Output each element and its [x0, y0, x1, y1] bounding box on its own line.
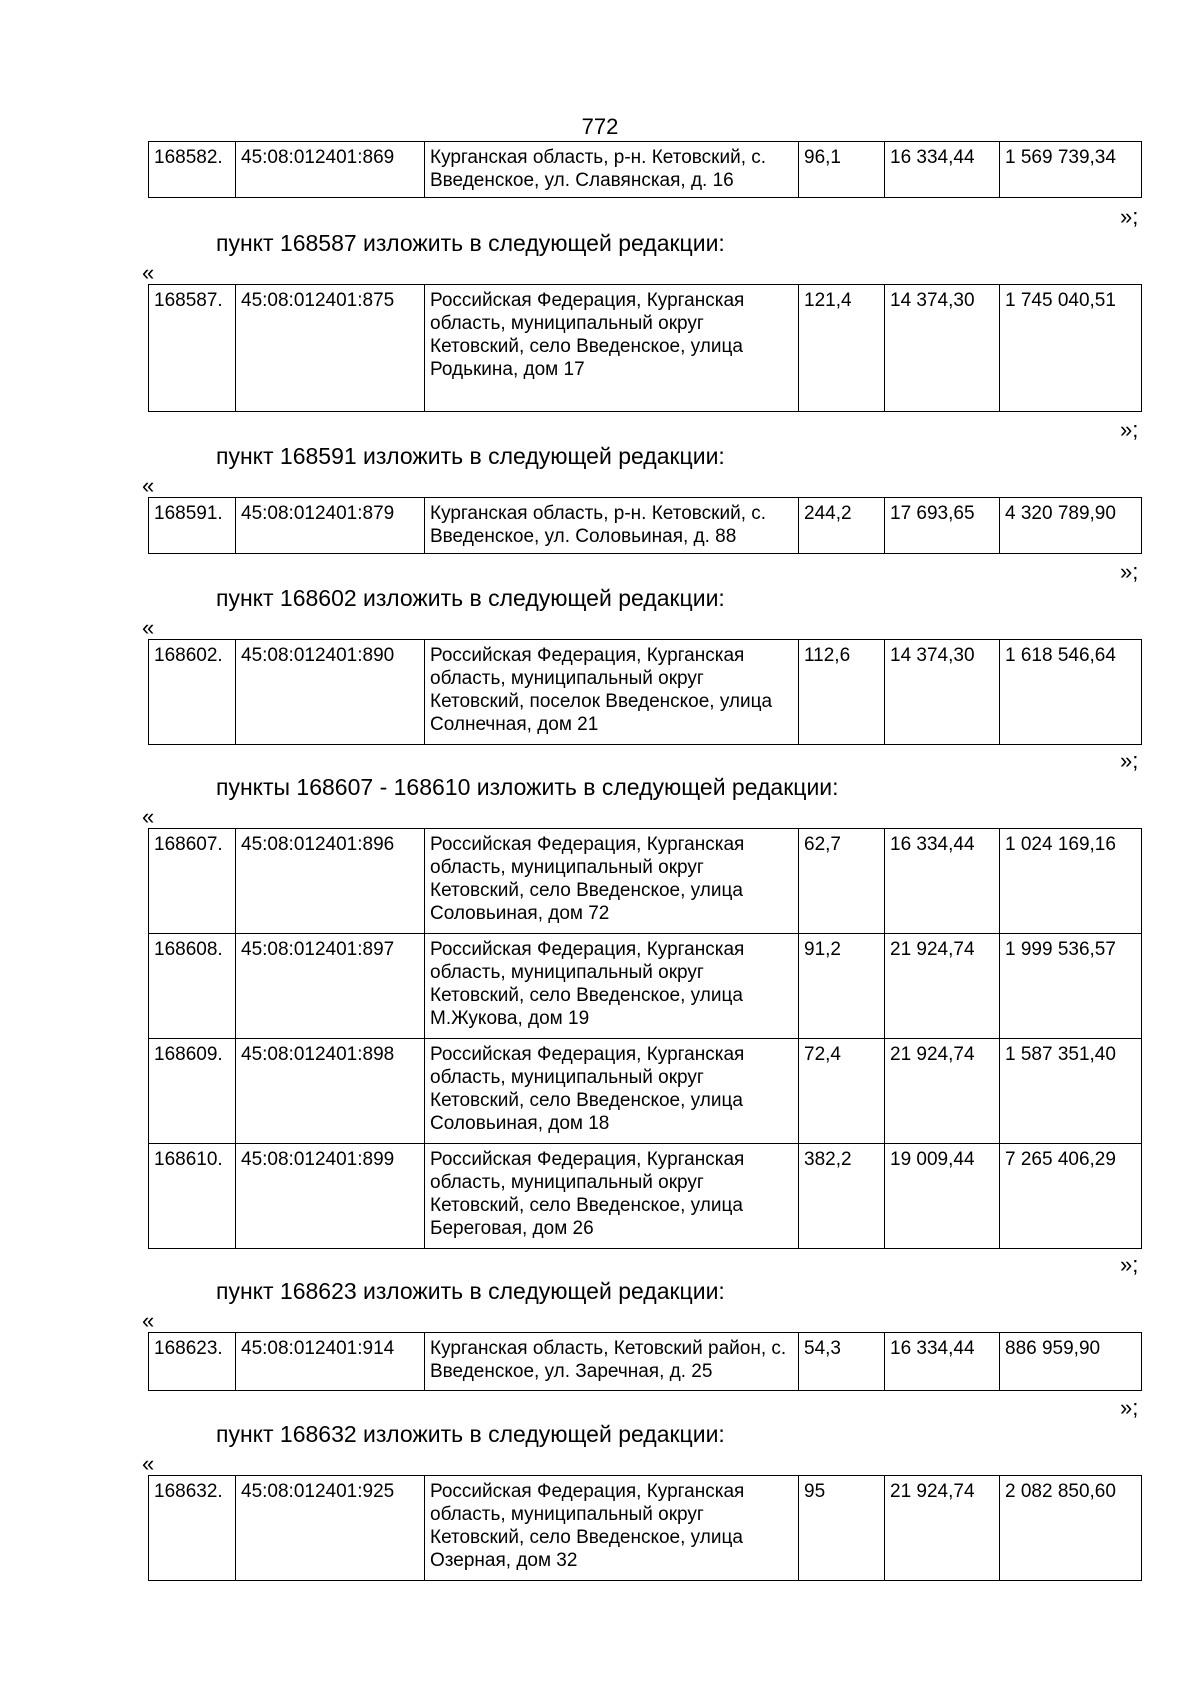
registry-table	[148, 1332, 1142, 1391]
rate: 16 334,44	[885, 142, 1000, 198]
row-number: 168610.	[149, 1144, 236, 1249]
total: 1 745 040,51	[1000, 285, 1142, 412]
cadastral-number: 45:08:012401:869	[236, 142, 425, 198]
rate: 21 924,74	[885, 934, 1000, 1039]
area: 244,2	[799, 498, 885, 554]
area: 382,2	[799, 1144, 885, 1249]
opening-quote: «	[142, 804, 155, 829]
area: 72,4	[799, 1039, 885, 1144]
rate: 21 924,74	[885, 1476, 1000, 1581]
registry-table	[148, 639, 1142, 745]
cadastral-number: 45:08:012401:897	[236, 934, 425, 1039]
total: 2 082 850,60	[1000, 1476, 1142, 1581]
row-number: 168632.	[149, 1476, 236, 1581]
area: 54,3	[799, 1333, 885, 1391]
total: 886 959,90	[1000, 1333, 1142, 1391]
area: 62,7	[799, 829, 885, 934]
row-number: 168608.	[149, 934, 236, 1039]
row-number: 168623.	[149, 1333, 236, 1391]
registry-table	[148, 141, 1142, 198]
address: Российская Федерация, Курганская область, муниципальный округ Кетовский, село Введенское, улица Соловьиная, дом 72	[425, 829, 799, 934]
area: 96,1	[799, 142, 885, 198]
total: 1 999 536,57	[1000, 934, 1142, 1039]
total: 4 320 789,90	[1000, 498, 1142, 554]
closing-quote: »;	[1120, 559, 1139, 584]
section-heading: пункт 168602 изложить в следующей редакции:	[216, 585, 725, 611]
section-heading: пункт 168632 изложить в следующей редакции:	[216, 1421, 725, 1447]
address: Российская Федерация, Курганская область, муниципальный округ Кетовский, село Введенское, улица Береговая, дом 26	[425, 1144, 799, 1249]
area: 95	[799, 1476, 885, 1581]
address: Российская Федерация, Курганская область, муниципальный округ Кетовский, село Введенское, улица М.Жукова, дом 19	[425, 934, 799, 1039]
address: Курганская область, р-н. Кетовский, с. Введенское, ул. Славянская, д. 16	[425, 142, 799, 198]
address: Российская Федерация, Курганская область, муниципальный округ Кетовский, село Введенское, улица Соловьиная, дом 18	[425, 1039, 799, 1144]
table-row	[149, 1333, 1142, 1391]
section-heading: пункт 168591 изложить в следующей редакции:	[216, 443, 725, 469]
cadastral-number: 45:08:012401:890	[236, 640, 425, 745]
opening-quote: «	[142, 1451, 155, 1476]
closing-quote: »;	[1120, 417, 1139, 442]
closing-quote: »;	[1120, 1395, 1139, 1420]
table-row	[149, 640, 1142, 745]
table-row	[149, 1476, 1142, 1581]
area: 112,6	[799, 640, 885, 745]
row-number: 168587.	[149, 285, 236, 412]
table-row	[149, 142, 1142, 198]
opening-quote: «	[142, 473, 155, 498]
closing-quote: »;	[1120, 204, 1139, 229]
row-number: 168591.	[149, 498, 236, 554]
total: 1 587 351,40	[1000, 1039, 1142, 1144]
registry-table	[148, 497, 1142, 554]
section-heading: пункт 168587 изложить в следующей редакции:	[216, 230, 725, 256]
rate: 14 374,30	[885, 640, 1000, 745]
address: Российская Федерация, Курганская область, муниципальный округ Кетовский, село Введенское, улица Родькина, дом 17	[425, 285, 799, 412]
table-row	[149, 934, 1142, 1039]
closing-quote: »;	[1120, 748, 1139, 773]
total: 1 618 546,64	[1000, 640, 1142, 745]
table-row	[149, 1144, 1142, 1249]
registry-table	[148, 828, 1142, 1249]
cadastral-number: 45:08:012401:899	[236, 1144, 425, 1249]
row-number: 168602.	[149, 640, 236, 745]
row-number: 168582.	[149, 142, 236, 198]
rate: 14 374,30	[885, 285, 1000, 412]
rate: 17 693,65	[885, 498, 1000, 554]
total: 7 265 406,29	[1000, 1144, 1142, 1249]
row-number: 168607.	[149, 829, 236, 934]
area: 91,2	[799, 934, 885, 1039]
closing-quote: »;	[1120, 1252, 1139, 1277]
area: 121,4	[799, 285, 885, 412]
rate: 21 924,74	[885, 1039, 1000, 1144]
opening-quote: «	[142, 1308, 155, 1333]
section-heading: пункты 168607 - 168610 изложить в следующей редакции:	[216, 774, 839, 800]
opening-quote: «	[142, 260, 155, 285]
row-number: 168609.	[149, 1039, 236, 1144]
rate: 16 334,44	[885, 829, 1000, 934]
rate: 19 009,44	[885, 1144, 1000, 1249]
table-row	[149, 1039, 1142, 1144]
address: Курганская область, Кетовский район, с. Введенское, ул. Заречная, д. 25	[425, 1333, 799, 1391]
table-row	[149, 498, 1142, 554]
cadastral-number: 45:08:012401:896	[236, 829, 425, 934]
cadastral-number: 45:08:012401:914	[236, 1333, 425, 1391]
cadastral-number: 45:08:012401:925	[236, 1476, 425, 1581]
address: Российская Федерация, Курганская область, муниципальный округ Кетовский, поселок Введенское, улица Солнечная, дом 21	[425, 640, 799, 745]
cadastral-number: 45:08:012401:879	[236, 498, 425, 554]
address: Российская Федерация, Курганская область, муниципальный округ Кетовский, село Введенское, улица Озерная, дом 32	[425, 1476, 799, 1581]
page-number: 772	[581, 114, 619, 139]
address: Курганская область, р-н. Кетовский, с. Введенское, ул. Соловьиная, д. 88	[425, 498, 799, 554]
section-heading: пункт 168623 изложить в следующей редакции:	[216, 1278, 725, 1304]
rate: 16 334,44	[885, 1333, 1000, 1391]
cadastral-number: 45:08:012401:898	[236, 1039, 425, 1144]
table-row	[149, 829, 1142, 934]
opening-quote: «	[142, 615, 155, 640]
total: 1 024 169,16	[1000, 829, 1142, 934]
cadastral-number: 45:08:012401:875	[236, 285, 425, 412]
registry-table	[148, 1475, 1142, 1581]
registry-table	[148, 284, 1142, 412]
table-row	[149, 285, 1142, 412]
total: 1 569 739,34	[1000, 142, 1142, 198]
